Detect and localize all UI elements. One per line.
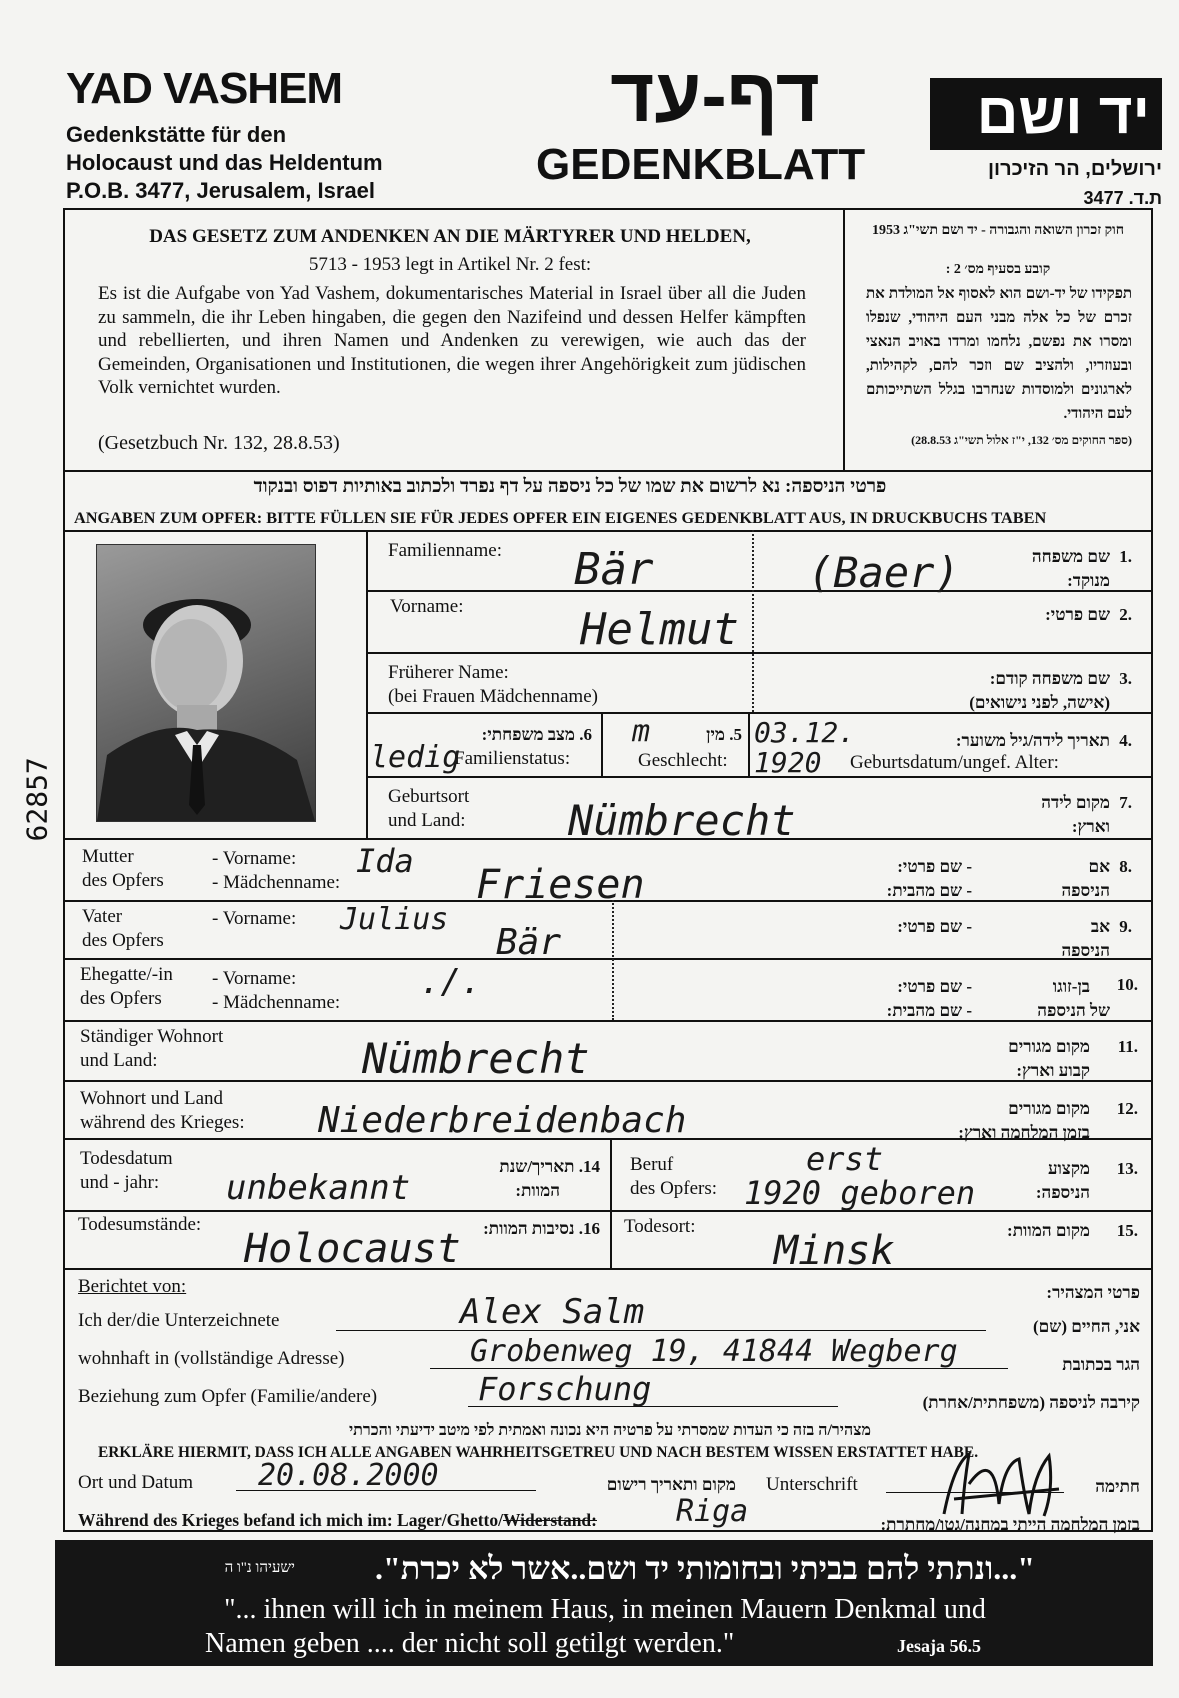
org-line-3: P.O.B. 3477, Jerusalem, Israel xyxy=(66,178,376,203)
field-8-sub-1: - Vorname: xyxy=(212,848,297,869)
org-line-2: Holocaust und das Heldentum xyxy=(66,150,383,175)
field-15-he: מקום המוות: xyxy=(1007,1221,1090,1240)
reporter-title-he: פרטי המצהיר: xyxy=(1046,1283,1140,1302)
field-1-value-2[interactable]: (Baer) xyxy=(808,548,960,597)
field-3-he-1: שם משפחה קודם: xyxy=(989,669,1110,688)
field-9-he-1: אב xyxy=(1090,917,1110,936)
hebrew-pob: ת.ד. 3477 xyxy=(1083,188,1162,208)
field-8-label-2: des Opfers xyxy=(82,870,164,891)
field-12-label-2: während des Krieges: xyxy=(80,1112,245,1133)
field-3-he-2: (אישה, לפני נישואים) xyxy=(969,693,1110,712)
field-8-hsub-1: - שם פרטי: xyxy=(897,857,972,876)
reporter-title: Berichtet von: xyxy=(78,1276,187,1297)
reporter-name-value[interactable]: Alex Salm xyxy=(460,1292,645,1332)
field-11-value[interactable]: Nümbrecht xyxy=(362,1034,590,1083)
field-11-label-1: Ständiger Wohnort xyxy=(80,1026,224,1047)
field-16-value[interactable]: Holocaust xyxy=(244,1226,461,1272)
reporter-relation-value[interactable]: Forschung xyxy=(478,1370,652,1408)
field-1-label: Familienname: xyxy=(388,540,502,561)
field-10-he-2: של הניספה xyxy=(1037,1001,1110,1020)
field-5-label: Geschlecht: xyxy=(638,750,728,771)
field-7-value[interactable]: Nümbrecht xyxy=(568,796,796,845)
field-2-num: .2 xyxy=(1119,605,1132,624)
declaration-he: מצהיר/ה בזה כי העדות שמסרתי על פרטיה היא נכונה ואמתית לפי מיטב ידיעתי והכרתי xyxy=(348,1422,872,1439)
field-9-label-2: des Opfers xyxy=(82,930,164,951)
org-line-1: Gedenkstätte für den xyxy=(66,122,287,147)
field-10-label-2: des Opfers xyxy=(80,988,162,1009)
field-12-he-2: בזמן המלחמה וארץ: xyxy=(958,1123,1090,1142)
reporter-name-label: Ich der/die Unterzeichnete xyxy=(78,1310,280,1331)
field-15-value[interactable]: Minsk xyxy=(774,1228,895,1274)
field-13-label-1: Beruf xyxy=(630,1154,674,1175)
org-title: YAD VASHEM xyxy=(66,64,343,113)
field-1-he-1: שם משפחה xyxy=(1031,547,1110,566)
field-9-hsub-1: - שם פרטי: xyxy=(897,917,972,936)
signature-scribble xyxy=(924,1444,1064,1524)
footer-german-line-2: Namen geben .... der nicht soll getilgt werden." xyxy=(205,1628,735,1659)
field-8-value-1[interactable]: Ida xyxy=(356,842,414,880)
war-label-struck: Widerstand: xyxy=(503,1510,597,1530)
war-location-he: בזמן המלחמה הייתי במחנה/גטו/מחתרת: xyxy=(880,1515,1140,1534)
field-10-sub-2: - Mädchenname: xyxy=(212,992,341,1013)
margin-number: 62857 xyxy=(20,757,54,842)
signature-he: חתימה xyxy=(1095,1477,1140,1496)
footer-german-line-1: "... ihnen will ich in meinem Haus, in meinen Mauern Denkmal und xyxy=(224,1594,986,1625)
reporter-address-value[interactable]: Grobenweg 19, 41844 Wegberg xyxy=(470,1334,958,1369)
field-13-num: .13 xyxy=(1116,1159,1138,1178)
field-11-he-1: מקום מגורים xyxy=(1008,1037,1090,1056)
field-10-hsub-1: - שם פרטי: xyxy=(897,977,972,996)
field-9-value-2[interactable]: Bär xyxy=(496,922,562,963)
field-12-value[interactable]: Niederbreidenbach xyxy=(318,1100,687,1141)
field-7-label-1: Geburtsort xyxy=(388,786,470,807)
victim-photo xyxy=(96,544,316,822)
field-6-he: 6. מצב משפחתי: xyxy=(481,725,592,744)
field-2-value[interactable]: Helmut xyxy=(580,604,739,655)
war-location-label xyxy=(78,1510,597,1531)
field-10-num: .10 xyxy=(1116,975,1138,994)
field-15-num: .15 xyxy=(1116,1221,1138,1240)
field-16-label: Todesumstände: xyxy=(78,1214,202,1235)
field-8-label-1: Mutter xyxy=(82,846,134,867)
field-8-he-1: אם xyxy=(1088,857,1110,876)
center-hebrew-title: דף-עד xyxy=(610,53,820,138)
field-9-label-1: Vater xyxy=(82,906,123,927)
field-4-label: Geburtsdatum/ungef. Alter: xyxy=(850,752,1059,773)
reporter-relation-label: Beziehung zum Opfer (Familie/andere) xyxy=(78,1386,378,1407)
field-1-value[interactable]: Bär xyxy=(574,544,654,595)
field-7-label-2: und Land: xyxy=(388,810,466,831)
place-date-value[interactable]: 20.08.2000 xyxy=(258,1458,439,1493)
instructions-hebrew: פרטי הניספה: נא לרשום את שמו של כל ניספה על דף נפרד ולכתוב באותיות דפוס ובנקוד xyxy=(253,476,887,497)
field-8-sub-2: - Mädchenname: xyxy=(212,872,341,893)
signature-mark[interactable] xyxy=(924,1444,1064,1524)
footer-hebrew-quote: "...ונתתי להם בביתי ובחומותי יד ושם..אשר לא יכרת". xyxy=(374,1550,1036,1586)
field-11-num: .11 xyxy=(1117,1037,1138,1056)
field-5-he: 5. מין xyxy=(706,725,742,744)
logo-text: יד ושם xyxy=(976,81,1150,146)
field-6-value[interactable]: ledig xyxy=(370,740,461,775)
field-14-value[interactable]: unbekannt xyxy=(226,1168,411,1208)
field-12-he-1: מקום מגורים xyxy=(1008,1099,1090,1118)
hebrew-address: ירושלים, הר הזיכרון xyxy=(988,158,1162,180)
center-title: GEDENKBLATT xyxy=(536,140,866,189)
field-8-hsub-2: - שם מהבית: xyxy=(886,881,972,900)
war-location-value[interactable]: Riga xyxy=(676,1494,749,1529)
field-2-he: שם פרטי: xyxy=(1045,605,1110,624)
reporter-relation-he: קירבה לניספה (משפחתית/אחרת) xyxy=(922,1393,1140,1412)
law-hebrew-title: חוק זכרון השואה והגבורה - יד ושם תשי"ג 1953 xyxy=(871,223,1125,238)
field-13-label-2: des Opfers: xyxy=(630,1178,718,1199)
field-10-hsub-2: - שם מהבית: xyxy=(886,1001,972,1020)
field-3-num: .3 xyxy=(1119,669,1132,688)
law-body: Es ist die Aufgabe von Yad Vashem, dokumentarisches Material in Israel über all die Juden zu sammeln, die ihr Leben hingaben, die gegen den Nazifeind und dessen Helfer kämpften und rebellierten, und ihren Namen und Andenken zu verewigen, wie auch das der Gemeinden, Organisationen und Institutionen, die wegen ihrer Angehörigkeit zum jüdischen Volk vernichtet wurden. xyxy=(98,283,806,398)
field-6-label: Familienstatus: xyxy=(454,748,571,769)
field-1-he-2: מנוקד: xyxy=(1067,571,1110,590)
field-7-he-2: וארץ: xyxy=(1071,817,1110,836)
law-hebrew-body: תפקידו של יד-ושם הוא לאסוף אל המולדת את זכרם של כל אלה מבני העם היהודי, שנפלו ומסרו את נפשם, נלחמו ומרדו באויב הנאצי ובעוזריו, ולהציב שם וזכר להם, לקהילות, לארגונים ולמוסדות שנחרבו בגלל השתייכותם לעם היהודי. xyxy=(866,286,1132,422)
footer-hebrew-ref: ישעיהו נ"ו ה xyxy=(224,1560,295,1576)
reporter-name-he: אני, החיים (שם) xyxy=(1033,1317,1140,1336)
declaration-de: ERKLÄRE HIERMIT, DASS ICH ALLE ANGABEN WAHRHEITSGETREU UND NACH BESTEM WISSEN ERSTATTET HABE. xyxy=(98,1444,979,1461)
field-14-label-1: Todesdatum xyxy=(80,1148,173,1169)
field-3-label-1: Früherer Name: xyxy=(388,662,509,683)
field-13-he-2: הניספה: xyxy=(1035,1183,1090,1202)
field-1-num: .1 xyxy=(1119,547,1132,566)
field-10-sub-1: - Vorname: xyxy=(212,968,297,989)
field-14-he-1: 14. תאריך/שנת xyxy=(499,1157,600,1176)
law-subtitle: 5713 - 1953 legt in Artikel Nr. 2 fest: xyxy=(308,254,592,275)
field-4-value-2[interactable]: 1920 xyxy=(754,746,822,779)
war-label-text: Während des Krieges befand ich mich im: Lager/Ghetto/ xyxy=(78,1510,503,1530)
reporter-address-he: הגר בכתובת xyxy=(1062,1355,1140,1374)
field-11-he-2: קבוע וארץ: xyxy=(1016,1061,1090,1080)
field-4-he: תאריך לידה/גיל משוער: xyxy=(955,731,1110,750)
field-14-he-2: המוות: xyxy=(515,1181,560,1200)
field-4-num: .4 xyxy=(1119,731,1132,750)
field-2-label: Vorname: xyxy=(390,596,464,617)
law-hebrew-sub: קובע בסעיף מס׳ 2 : xyxy=(945,262,1051,277)
field-12-label-1: Wohnort und Land xyxy=(80,1088,224,1109)
footer-ref: Jesaja 56.5 xyxy=(897,1636,981,1656)
field-5-value[interactable]: m xyxy=(632,714,651,749)
field-11-label-2: und Land: xyxy=(80,1050,158,1071)
field-9-he-2: הניספה xyxy=(1061,941,1110,960)
law-title: DAS GESETZ ZUM ANDENKEN AN DIE MÄRTYRER UND HELDEN, xyxy=(149,226,751,247)
field-3-label-2: (bei Frauen Mädchenname) xyxy=(388,686,598,707)
field-8-he-2: הניספה xyxy=(1061,881,1110,900)
field-16-he: 16. נסיבות המוות: xyxy=(483,1219,600,1238)
signature-label: Unterschrift xyxy=(766,1474,858,1495)
field-10-label-1: Ehegatte/-in xyxy=(80,964,173,985)
field-7-he-1: מקום לידה xyxy=(1041,793,1110,812)
place-date-he: מקום ותאריך רישום xyxy=(606,1475,736,1494)
field-15-label: Todesort: xyxy=(624,1216,696,1237)
field-14-label-2: und - jahr: xyxy=(80,1172,160,1193)
field-9-sub-1: - Vorname: xyxy=(212,908,297,929)
yad-vashem-logo xyxy=(930,78,1162,150)
field-10-he-1: בן-זוגו xyxy=(1052,977,1090,996)
place-date-label: Ort und Datum xyxy=(78,1472,194,1493)
field-8-value-2[interactable]: Friesen xyxy=(476,862,645,908)
field-8-num: .8 xyxy=(1119,857,1132,876)
field-4-value-1[interactable]: 03.12. xyxy=(754,716,856,749)
instructions-german: ANGABEN ZUM OPFER: BITTE FÜLLEN SIE FÜR JEDES OPFER EIN EIGENES GEDENKBLATT AUS, IN DRUCKBUCHS TABEN xyxy=(74,508,1047,527)
footer-quote-band xyxy=(55,1540,1153,1666)
field-10-value[interactable]: ./. xyxy=(420,962,482,1002)
field-13-value-2[interactable]: 1920 geboren xyxy=(744,1174,976,1212)
law-hebrew-citation: (ספר החוקים מס׳ 132, י"ז אלול תשי"ג 28.8.53) xyxy=(911,433,1132,447)
field-13-value-1[interactable]: erst xyxy=(806,1140,884,1178)
portrait-silhouette xyxy=(97,545,315,821)
field-12-num: .12 xyxy=(1116,1099,1138,1118)
field-7-num: .7 xyxy=(1119,793,1132,812)
reporter-address-label: wohnhaft in (vollständige Adresse) xyxy=(78,1348,345,1369)
field-9-value-1[interactable]: Julius xyxy=(340,902,449,937)
law-citation: (Gesetzbuch Nr. 132, 28.8.53) xyxy=(98,432,340,454)
field-9-num: .9 xyxy=(1119,917,1132,936)
field-13-he-1: מקצוע xyxy=(1047,1159,1090,1178)
